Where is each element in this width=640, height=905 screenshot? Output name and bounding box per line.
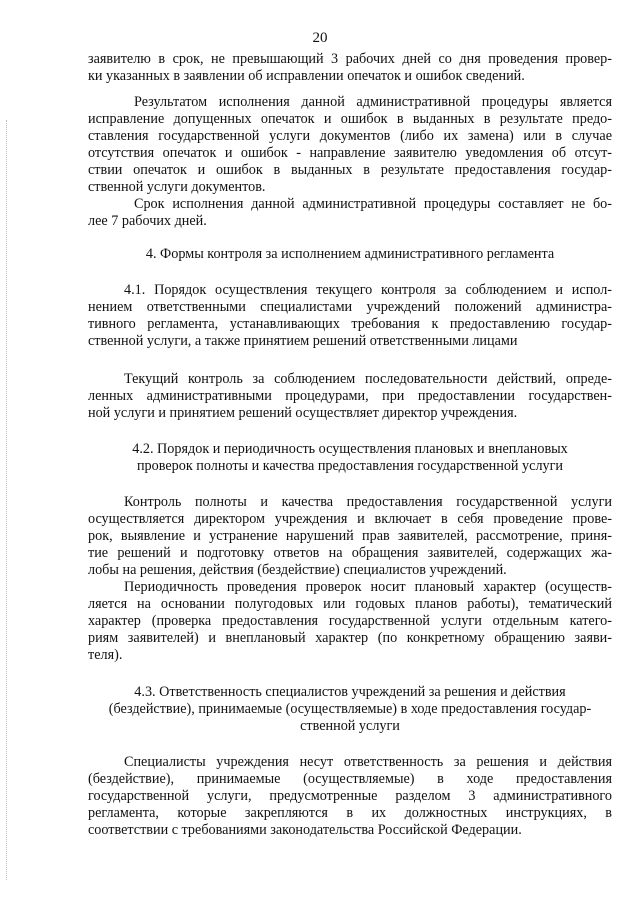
scan-margin-artifact [6,120,9,880]
subsection-heading-line: 4.2. Порядок и периодичность осуществления плановых и внеплановых [132,441,568,457]
paragraph-line: отсутствия опечаток и ошибок - направление заявителю уведомления об отсут- [88,145,612,161]
paragraph-line: ставления государственной услуги документов (либо их замена) или в случае [88,128,612,144]
page-number: 20 [312,30,328,46]
paragraph-line: заявителю в срок, не превышающий 3 рабочих дней со дня проведения провер- [88,51,612,67]
paragraph-line: осуществляется директором учреждения и включает в себя проведение прове- [88,511,612,527]
paragraph-line: тие решений и подготовку ответов на обращения заявителей, содержащих жа- [88,545,612,561]
paragraph-line: государственной услуги, предусмотренные разделом 3 административного [88,788,612,804]
paragraph-line: ки указанных в заявлении об исправлении опечаток и ошибок сведений. [88,68,525,84]
paragraph-line: лобы на решения, действия (бездействие) специалистов учреждений. [88,562,507,578]
subsection-heading-line: (бездействие), принимаемые (осуществляемые) в ходе предоставления государ- [108,701,592,717]
paragraph-line: ляется на основании полугодовых или годовых планов работы), тематический [88,596,612,612]
paragraph-line: ствии опечаток и ошибок в выданных в результате предоставления государ- [88,162,612,178]
paragraph-line: Срок исполнения данной административной процедуры составляет не бо- [134,196,612,212]
paragraph-line: нением ответственными специалистами учреждений положений администра- [88,299,612,315]
paragraph-line: (бездействие), принимаемые (осуществляемые) в ходе предоставления [88,771,612,787]
paragraph-line: регламента, которые закрепляются в их должностных инструкциях, в [88,805,612,821]
paragraph-line: лее 7 рабочих дней. [88,213,207,229]
subsection-heading-line: проверок полноты и качества предоставления государственной услуги [136,458,564,474]
paragraph-line: ственной услуги документов. [88,179,266,195]
paragraph-line: ственной услуги, а также принятием решений ответственными лицами [88,333,518,349]
paragraph-line: Результатом исполнения данной административной процедуры является [134,94,612,110]
paragraph-line: Периодичность проведения проверок носит плановый характер (осуществ- [124,579,612,595]
section-heading: 4. Формы контроля за исполнением административного регламента [145,246,555,262]
paragraph-line: исправление допущенных опечаток и ошибок в выданных в результате предо- [88,111,612,127]
paragraph-line: Специалисты учреждения несут ответственность за решения и действия [124,754,612,770]
paragraph-line: теля). [88,647,123,663]
paragraph-line: Контроль полноты и качества предоставления государственной услуги [124,494,612,510]
paragraph-line: ной услуги и принятием решений осуществляет директор учреждения. [88,405,518,421]
paragraph-line: ленных административными процедурами, при предоставлении государствен- [88,388,612,404]
paragraph-line: рок, выявление и устранение нарушений прав заявителей, рассмотрение, приня- [88,528,612,544]
paragraph-line: риям заявителей) и внеплановый характер (по конкретному обращению заяви- [88,630,612,646]
subsection-heading-line: 4.3. Ответственность специалистов учреждений за решения и действия [134,684,566,700]
paragraph-line: 4.1. Порядок осуществления текущего контроля за соблюдением и испол- [124,282,612,298]
paragraph-line: характер (проверка предоставления государственной услуги отдельным катего- [88,613,612,629]
paragraph-line: соответствии с требованиями законодательства Российской Федерации. [88,822,522,838]
paragraph-line: Текущий контроль за соблюдением последовательности действий, опреде- [124,371,612,387]
paragraph-line: тивного регламента, устанавливающих требования к предоставлению государ- [88,316,612,332]
subsection-heading-line: ственной услуги [300,718,400,734]
